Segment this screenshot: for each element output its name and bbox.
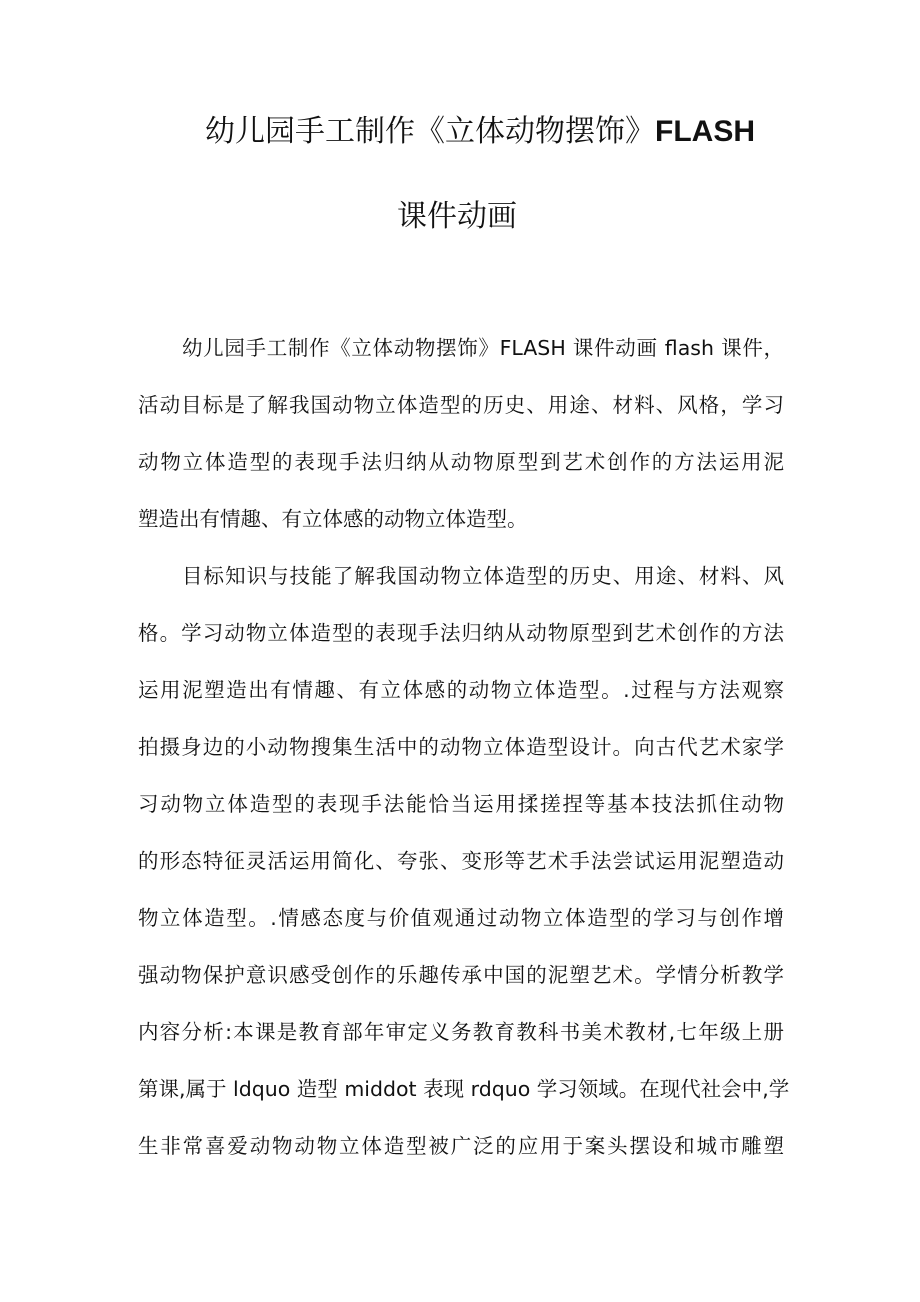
paragraph-2-line-2: 格。学习动物立体造型的表现手法归纳从动物原型到艺术创作的方法 — [138, 621, 784, 645]
paragraph-2-line-6: 的形态特征灵活运用简化、夸张、变形等艺术手法尝试运用泥塑造动 — [138, 849, 784, 873]
document-title-line-1 — [205, 112, 755, 152]
paragraph-2-line-11: 生非常喜爱动物动物立体造型被广泛的应用于案头摆设和城市雕塑 — [138, 1134, 784, 1158]
title-latin-text: FLASH — [655, 115, 755, 148]
paragraph-1-line-1: 幼儿园手工制作《立体动物摆饰》FLASH 课件动画 flash 课件， — [182, 336, 784, 360]
paragraph-2-line-7: 物立体造型。.情感态度与价值观通过动物立体造型的学习与创作增 — [138, 906, 784, 930]
paragraph-1-line-4: 塑造出有情趣、有立体感的动物立体造型。 — [138, 507, 528, 531]
paragraph-2-line-9: 内容分析:本课是教育部年审定义务教育教科书美术教材,七年级上册 — [138, 1020, 784, 1044]
paragraph-2-line-5: 习动物立体造型的表现手法能恰当运用揉搓捏等基本技法抓住动物 — [138, 792, 784, 816]
paragraph-2-line-10: 第课,属于 ldquo 造型 middot 表现 rdquo 学习领域。在现代社会中,学 — [138, 1077, 790, 1101]
paragraph-2-line-3: 运用泥塑造出有情趣、有立体感的动物立体造型。.过程与方法观察 — [138, 678, 784, 702]
paragraph-1-line-3: 动物立体造型的表现手法归纳从动物原型到艺术创作的方法运用泥 — [138, 450, 784, 474]
title-cjk-text: 幼儿园手工制作《立体动物摆饰》 — [205, 114, 655, 149]
paragraph-2-line-8: 强动物保护意识感受创作的乐趣传承中国的泥塑艺术。学情分析教学 — [138, 963, 784, 987]
paragraph-1-line-2: 活动目标是了解我国动物立体造型的历史、用途、材料、风格，学习 — [138, 393, 784, 417]
document-title-line-2: 课件动画 — [397, 199, 517, 234]
paragraph-2-line-1: 目标知识与技能了解我国动物立体造型的历史、用途、材料、风 — [182, 564, 784, 588]
paragraph-2-line-4: 拍摄身边的小动物搜集生活中的动物立体造型设计。向古代艺术家学 — [138, 735, 784, 759]
